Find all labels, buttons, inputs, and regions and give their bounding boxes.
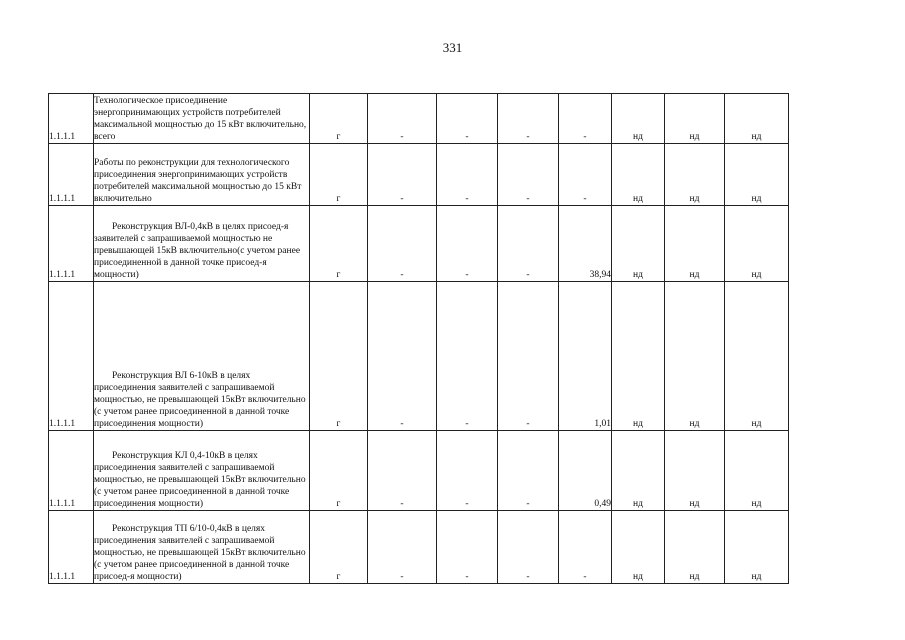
row-value-7: нд — [725, 206, 789, 282]
row-value-3: - — [498, 431, 559, 511]
row-value-7: нд — [725, 94, 789, 144]
row-value-5: нд — [612, 94, 665, 144]
row-value-4: 0,49 — [559, 431, 612, 511]
row-value-5: нд — [612, 431, 665, 511]
row-value-3: - — [498, 511, 559, 584]
table-row — [49, 511, 789, 584]
row-code: 1.1.1.1 — [49, 431, 94, 511]
row-value-4: - — [559, 511, 612, 584]
row-value-4: - — [559, 144, 612, 206]
row-value-7: нд — [725, 511, 789, 584]
row-description: Технологическое присоединение энергопринимающих устройств потребителей максимальной мощностью до 15 кВт включительно, всего — [94, 94, 310, 144]
table-row — [49, 94, 789, 144]
row-value-2: - — [437, 144, 498, 206]
row-value-6: нд — [665, 144, 725, 206]
row-value-1: - — [368, 511, 437, 584]
row-unit: г — [310, 431, 368, 511]
row-value-5: нд — [612, 511, 665, 584]
row-value-6: нд — [665, 511, 725, 584]
row-value-6: нд — [665, 282, 725, 431]
row-value-2: - — [437, 431, 498, 511]
row-value-3: - — [498, 144, 559, 206]
row-code: 1.1.1.1 — [49, 511, 94, 584]
row-unit: г — [310, 206, 368, 282]
row-value-4: - — [559, 94, 612, 144]
row-unit: г — [310, 144, 368, 206]
row-description: Реконструкция ВЛ 6-10кВ в целях присоединения заявителей с запрашиваемой мощностью, не превышающей 15кВт включительно (с учетом ранее присоединенной в данной точке присоединения мощности) — [94, 371, 306, 429]
row-value-5: нд — [612, 144, 665, 206]
row-value-3: - — [498, 282, 559, 431]
row-value-7: нд — [725, 144, 789, 206]
row-value-4: 1,01 — [559, 282, 612, 431]
row-value-3: - — [498, 206, 559, 282]
row-description-cell — [94, 206, 310, 282]
row-description: Реконструкция ВЛ-0,4кВ в целях присоед-я заявителей с запрашиваемой мощностью не превышающей 15кВ включительно(с учетом ранее присоединенной в данной точке присоед-я мощности) — [94, 222, 301, 280]
row-value-2: - — [437, 511, 498, 584]
row-unit: г — [310, 94, 368, 144]
row-unit: г — [310, 511, 368, 584]
row-description: Реконструкция КЛ 0,4-10кВ в целях присоединения заявителей с запрашиваемой мощностью, не превышающей 15кВт включительно (с учетом ранее присоединенной в данной точке присоединения мощности) — [94, 451, 306, 509]
row-value-3: - — [498, 94, 559, 144]
row-value-1: - — [368, 94, 437, 144]
row-value-1: - — [368, 144, 437, 206]
row-value-2: - — [437, 282, 498, 431]
row-value-7: нд — [725, 282, 789, 431]
row-description-cell — [94, 282, 310, 431]
row-value-6: нд — [665, 206, 725, 282]
page-number: 331 — [442, 40, 463, 55]
row-value-1: - — [368, 206, 437, 282]
row-unit: г — [310, 282, 368, 431]
table-row — [49, 206, 789, 282]
row-description: Реконструкция ТП 6/10-0,4кВ в целях присоединения заявителей с запрашиваемой мощностью, не превышающей 15кВт включительно (с учетом ранее присоединенной в данной точке присоед-я мощности) — [94, 524, 306, 582]
row-description-cell — [94, 511, 310, 584]
row-value-1: - — [368, 282, 437, 431]
row-code: 1.1.1.1 — [49, 206, 94, 282]
table-row — [49, 282, 789, 431]
row-value-5: нд — [612, 206, 665, 282]
row-code: 1.1.1.1 — [49, 94, 94, 144]
row-value-2: - — [437, 94, 498, 144]
row-value-4: 38,94 — [559, 206, 612, 282]
row-value-2: - — [437, 206, 498, 282]
row-code: 1.1.1.1 — [49, 144, 94, 206]
data-table — [48, 93, 789, 584]
row-value-7: нд — [725, 431, 789, 511]
row-value-5: нд — [612, 282, 665, 431]
table-row — [49, 144, 789, 206]
row-value-6: нд — [665, 431, 725, 511]
table-row — [49, 431, 789, 511]
row-value-1: - — [368, 431, 437, 511]
row-value-6: нд — [665, 94, 725, 144]
row-code: 1.1.1.1 — [49, 282, 94, 431]
row-description: Работы по реконструкции для технологического присоединения энергопринимающих устройств потребителей максимальной мощностью до 15 кВт включительно — [94, 144, 310, 206]
row-description-cell — [94, 431, 310, 511]
